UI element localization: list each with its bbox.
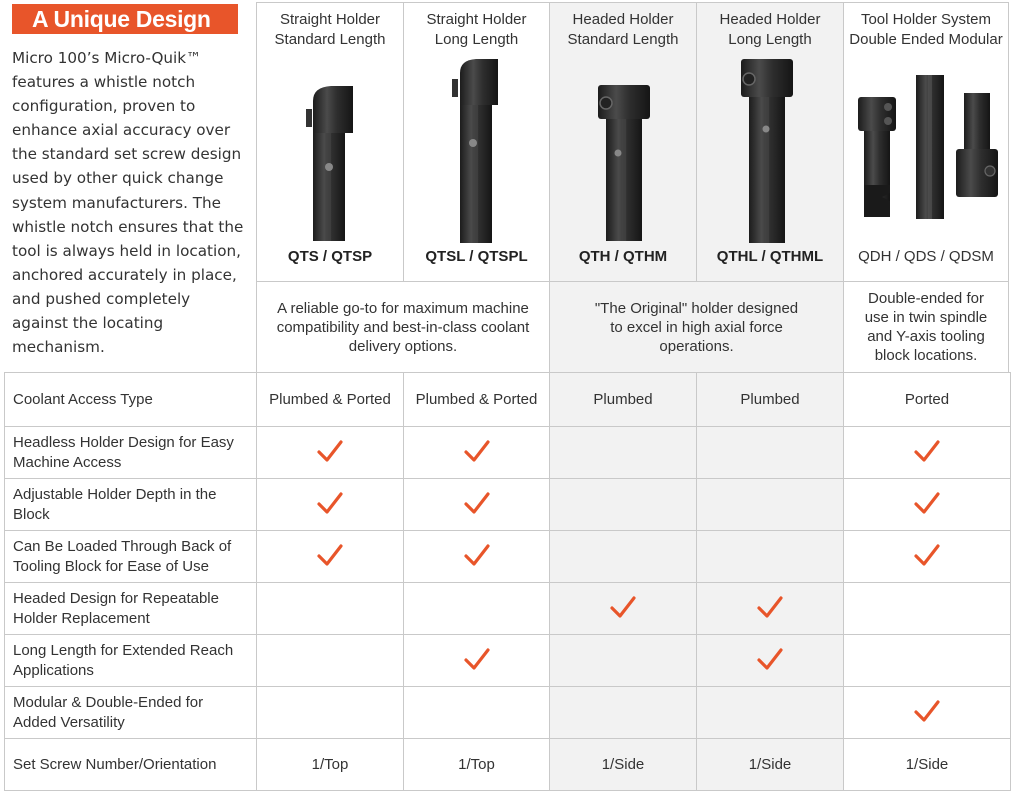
- table-row: [5, 427, 1011, 479]
- table-cell: [257, 635, 404, 687]
- headed-holder-long-image: [737, 57, 801, 243]
- headed-holder-standard-image: [592, 81, 656, 241]
- row-label: Set Screw Number/Orientation: [5, 739, 257, 791]
- part-code: QTSL / QTSPL: [425, 248, 528, 265]
- column-header-qthl: [696, 2, 844, 282]
- table-cell: Plumbed & Ported: [404, 373, 550, 427]
- column-title: Tool Holder System Double Ended Modular: [849, 11, 1003, 48]
- checkmark-icon: [914, 491, 940, 515]
- checkmark-icon: [914, 699, 940, 723]
- row-label: Long Length for Extended Reach Applications: [5, 635, 257, 687]
- part-code: QTH / QTHM: [578, 248, 668, 265]
- table-cell: [697, 427, 844, 479]
- table-cell: [844, 427, 1011, 479]
- column-header-qtsl: [403, 2, 550, 282]
- section-title: A Unique Design: [12, 4, 238, 34]
- table-row: [5, 687, 1011, 739]
- table-cell: [844, 479, 1011, 531]
- table-cell: [257, 427, 404, 479]
- table-cell: [844, 635, 1011, 687]
- table-cell: Ported: [844, 373, 1011, 427]
- table-cell: Plumbed: [550, 373, 697, 427]
- description-headed: "The Original" holder designed to excel in high axial force operations.: [594, 299, 799, 355]
- checkmark-icon: [757, 595, 783, 619]
- column-title: Straight Holder Standard Length: [274, 11, 386, 48]
- part-code: QTS / QTSP: [287, 248, 373, 265]
- checkmark-icon: [464, 439, 490, 463]
- table-cell: [404, 635, 550, 687]
- table-cell: 1/Side: [697, 739, 844, 791]
- table-cell: [404, 479, 550, 531]
- part-code: QTHL / QTHML: [716, 248, 824, 265]
- checkmark-icon: [464, 543, 490, 567]
- table-cell: [844, 687, 1011, 739]
- table-cell: Plumbed & Ported: [257, 373, 404, 427]
- table-cell: [257, 531, 404, 583]
- row-label: Headless Holder Design for Easy Machine Access: [5, 427, 257, 479]
- checkmark-icon: [317, 491, 343, 515]
- table-cell: [697, 531, 844, 583]
- table-cell: [550, 531, 697, 583]
- column-title: Headed Holder Long Length: [719, 11, 821, 48]
- intro-paragraph: Micro 100’s Micro-Quik™ features a whistle notch configuration, proven to enhance axial accuracy over the standard set screw design used by other quick change system manufacturers. The whistle notch ensures that the tool is always held in location, anchored accurately in place, and pushed completely against the locating mechanism.: [12, 49, 244, 357]
- table-cell: [404, 531, 550, 583]
- checkmark-icon: [464, 647, 490, 671]
- checkmark-icon: [757, 647, 783, 671]
- table-cell: [550, 635, 697, 687]
- part-code: QDH / QDS / QDSM: [858, 248, 994, 265]
- column-header-qdh: [843, 2, 1009, 282]
- table-cell: [257, 583, 404, 635]
- table-cell: [697, 687, 844, 739]
- table-cell: [697, 583, 844, 635]
- table-cell: Plumbed: [697, 373, 844, 427]
- table-cell: [257, 687, 404, 739]
- modular-double-ended-image: [852, 75, 1002, 219]
- column-header-qts: [256, 2, 404, 282]
- row-label: Coolant Access Type: [5, 373, 257, 427]
- checkmark-icon: [317, 543, 343, 567]
- description-modular: Double-ended for use in twin spindle and Y-axis tooling block locations.: [864, 290, 988, 364]
- table-cell: 1/Top: [404, 739, 550, 791]
- column-title: Straight Holder Long Length: [426, 11, 527, 48]
- table-cell: 1/Side: [550, 739, 697, 791]
- table-row: [5, 739, 1011, 791]
- column-header-qth: [549, 2, 697, 282]
- table-cell: [844, 531, 1011, 583]
- row-label: Modular & Double-Ended for Added Versatility: [5, 687, 257, 739]
- description-straight: A reliable go-to for maximum machine compatibility and best-in-class coolant delivery options.: [276, 299, 530, 355]
- row-label: Adjustable Holder Depth in the Block: [5, 479, 257, 531]
- checkmark-icon: [317, 439, 343, 463]
- table-row: [5, 373, 1011, 427]
- column-title: Headed Holder Standard Length: [567, 11, 679, 48]
- checkmark-icon: [464, 491, 490, 515]
- table-row: [5, 531, 1011, 583]
- checkmark-icon: [914, 439, 940, 463]
- table-row: [5, 583, 1011, 635]
- row-label: Can Be Loaded Through Back of Tooling Block for Ease of Use: [5, 531, 257, 583]
- table-cell: [844, 583, 1011, 635]
- table-cell: [404, 427, 550, 479]
- table-cell: [550, 427, 697, 479]
- straight-holder-standard-image: [299, 81, 363, 241]
- straight-holder-long-image: [442, 57, 506, 243]
- checkmark-icon: [914, 543, 940, 567]
- table-cell: [404, 583, 550, 635]
- table-row: [5, 635, 1011, 687]
- table-cell: [550, 479, 697, 531]
- table-cell: [257, 479, 404, 531]
- checkmark-icon: [610, 595, 636, 619]
- table-cell: [550, 583, 697, 635]
- table-cell: [697, 635, 844, 687]
- table-row: [5, 479, 1011, 531]
- table-cell: [550, 687, 697, 739]
- feature-table: [4, 372, 1011, 791]
- table-cell: [404, 687, 550, 739]
- table-cell: 1/Top: [257, 739, 404, 791]
- row-label: Headed Design for Repeatable Holder Replacement: [5, 583, 257, 635]
- table-cell: 1/Side: [844, 739, 1011, 791]
- table-cell: [697, 479, 844, 531]
